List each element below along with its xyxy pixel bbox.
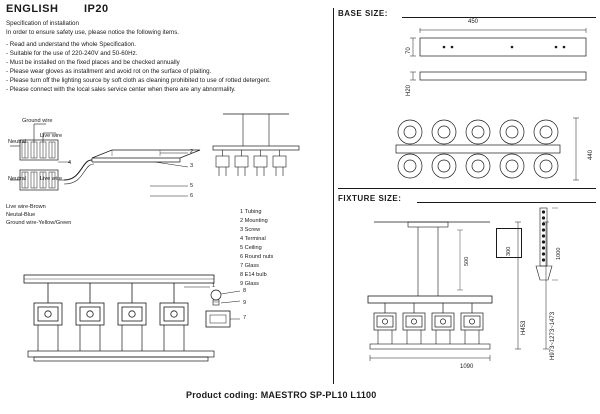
fixture-detail-drawing (205, 110, 325, 195)
fixture-height-range-dimension: H973~1273~1473 (550, 311, 556, 360)
callout-2: 2 (190, 149, 194, 155)
callout-left-1: 1 (212, 283, 216, 289)
product-coding: Product coding: MAESTRO SP-PL10 L1100 (186, 390, 377, 400)
drop-1000-dimension: 1000 (556, 247, 562, 260)
callout-9: 9 (243, 300, 247, 306)
drop-300-dimension: 300 (506, 246, 512, 256)
instruction-item-6: - Please connect with the local sales service center when there are any abnormality. (6, 86, 236, 93)
callout-4: 4 (68, 160, 72, 166)
callout-7: 7 (243, 315, 247, 321)
part-item-9: 9 Glass (240, 281, 259, 287)
fixture-height-dimension: H453 (521, 320, 527, 335)
section-divider (338, 188, 596, 189)
fixture-size-heading: FIXTURE SIZE: (338, 194, 402, 203)
wiring-live-top-label: Live wire (40, 133, 63, 139)
instruction-item-4: - Please wear gloves as installment and avoid rot on the surface of plaiting. (6, 68, 212, 75)
base-width-dimension: 450 (468, 19, 479, 25)
ip-rating-label: IP20 (84, 3, 109, 15)
instruction-item-5: - Please turn off the lighting source by soft cloth as cleaning prohibited to use of rotted detergent. (6, 77, 271, 84)
wiring-neutral-top-label: Neutral (8, 139, 27, 145)
wiring-ground-top-label: Ground wire (22, 118, 53, 124)
part-item-2: 2 Mounting (240, 218, 268, 224)
part-item-1: 1 Tubing (240, 209, 262, 215)
wiring-legend-2: Neutal-Blue (6, 212, 36, 218)
base-depth-dimension: 70 (406, 47, 412, 54)
instructions-title: Specification of installation (6, 20, 79, 27)
instruction-item-2: - Suitable for the use of 220-240V and 50-60Hz. (6, 50, 138, 57)
base-size-underline (402, 17, 596, 18)
base-plan-drawing (408, 28, 598, 98)
callout-8: 8 (243, 288, 247, 294)
language-label: ENGLISH (6, 3, 59, 15)
fixture-size-underline (417, 202, 596, 203)
part-item-8: 8 E14 bulb (240, 272, 267, 278)
wiring-neutral-bottom-label: Neutral (8, 176, 27, 182)
instructions-intro: In order to ensure safety use, please notice the following items. (6, 29, 180, 36)
part-item-3: 3 Screw (240, 227, 261, 233)
callout-6: 6 (190, 193, 194, 199)
instruction-item-1: - Read and understand the whole Specification. (6, 41, 137, 48)
fixture-width-dimension: 1090 (460, 364, 474, 370)
part-item-6: 6 Round nuts (240, 254, 274, 260)
fixture-elevation-drawing (360, 218, 570, 363)
wiring-live-bottom-label: Live wire (40, 176, 63, 182)
part-item-5: 5 Ceiling (240, 245, 262, 251)
wiring-legend-1: Live wire-Brown (6, 204, 46, 210)
base-size-heading: BASE SIZE: (338, 9, 388, 18)
callout-5: 5 (190, 183, 194, 189)
drop-500-dimension: 500 (464, 256, 470, 266)
fixture-plan-view (390, 112, 570, 188)
panel-divider (333, 8, 334, 384)
fixture-main-drawing (14, 255, 229, 375)
part-item-4: 4 Terminal (240, 236, 266, 242)
bulb-detail-drawing (200, 285, 260, 340)
mid-height-dimension: 440 (588, 149, 594, 160)
callout-3: 3 (190, 163, 194, 169)
instruction-item-3: - Must be installed on the fixed places and be checked annually (6, 59, 180, 66)
base-height-dimension: H20 (406, 84, 412, 96)
part-item-7: 7 Glass (240, 263, 259, 269)
wiring-legend-3: Ground wire-Yellow/Green (6, 220, 72, 226)
